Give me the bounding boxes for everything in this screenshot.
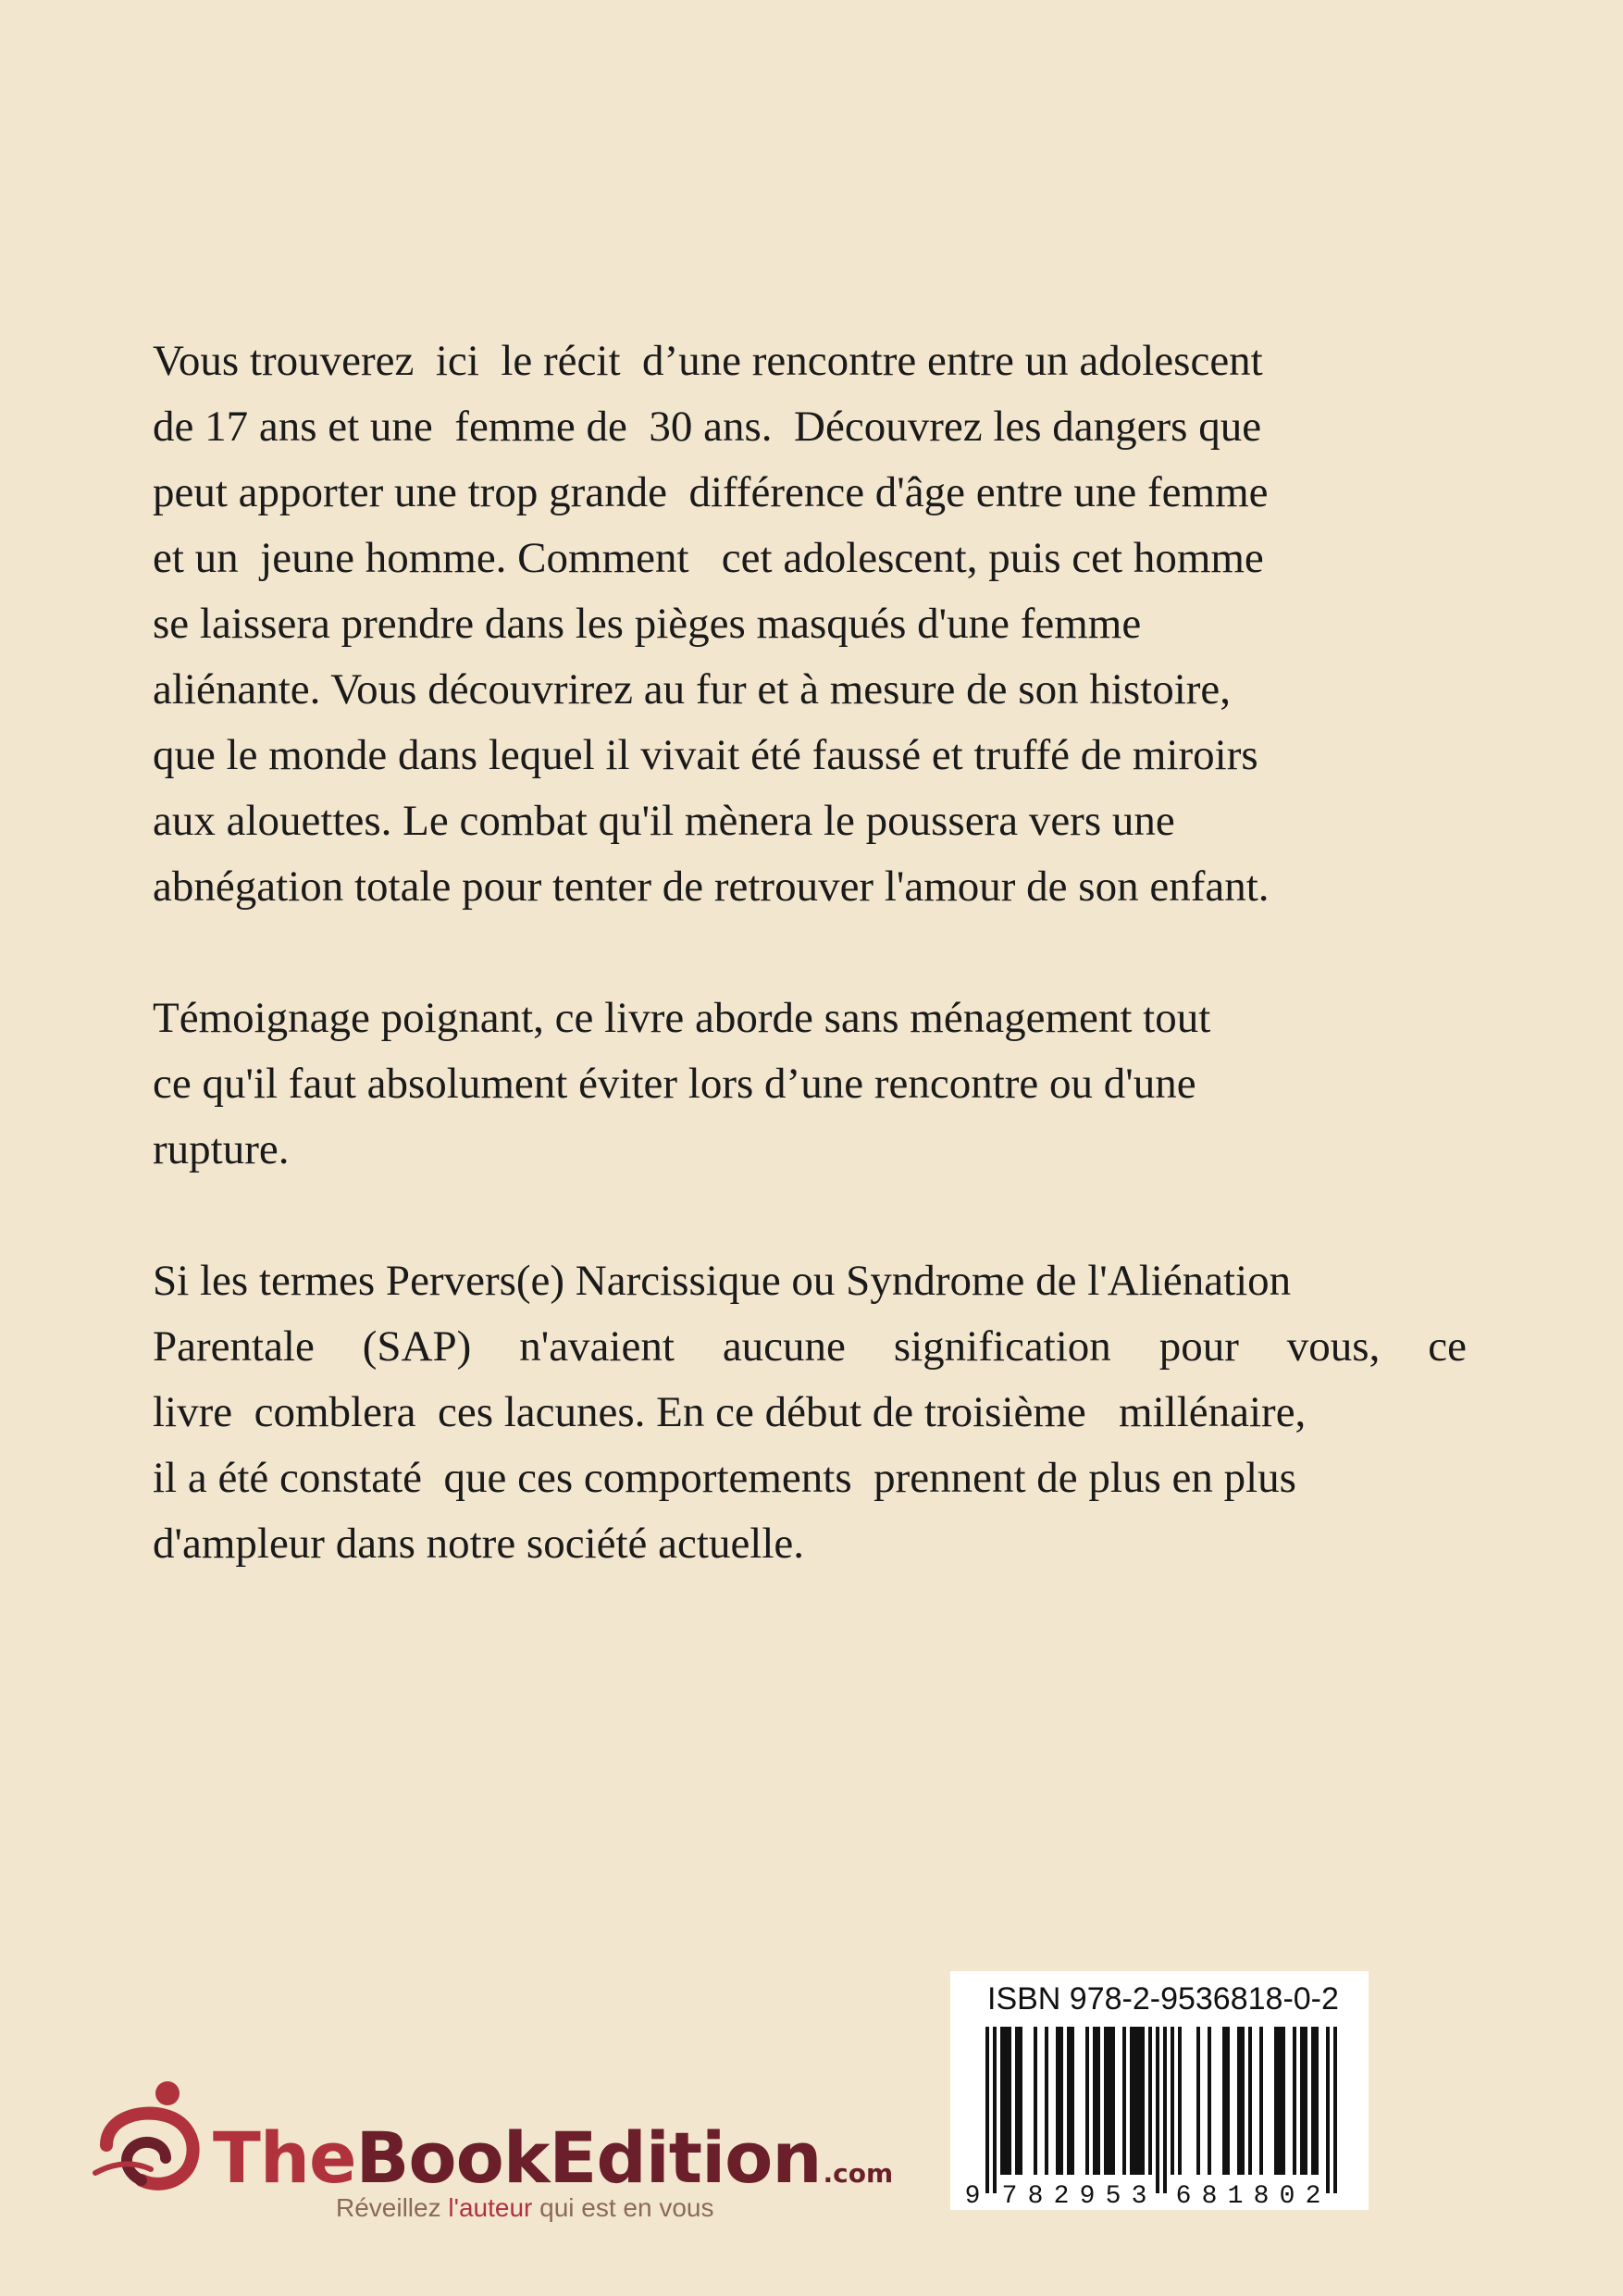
- text-line: abnégation totale pour tenter de retrouver l'amour de son enfant.: [153, 863, 1270, 911]
- text-line: Vous trouverez ici le récit d’une rencontre entre un adolescent: [153, 337, 1263, 385]
- barcode-bar: [1148, 2027, 1152, 2175]
- barcode-bar: [1293, 2027, 1296, 2175]
- isbn-label: ISBN 978-2-9536818-0-2: [987, 1981, 1339, 2017]
- text-line: livre comblera ces lacunes. En ce début de troisième millénaire,: [153, 1388, 1307, 1436]
- barcode-bar: [1034, 2027, 1037, 2175]
- tagline-end: qui est en vous: [532, 2193, 714, 2222]
- barcode-bar: [1130, 2027, 1134, 2175]
- reader-figure-icon: [88, 2073, 217, 2203]
- barcode-bar: [1248, 2027, 1252, 2175]
- barcode-bar: [1141, 2027, 1145, 2175]
- barcode-bar: [1015, 2027, 1019, 2175]
- barcode-bar: [1274, 2027, 1278, 2175]
- barcode-bar: [993, 2027, 997, 2193]
- text-line: aux alouettes. Le combat qu'il mènera le poussera vers une: [153, 797, 1175, 845]
- barcode-bar: [1000, 2027, 1004, 2175]
- text-line: ce qu'il faut absolument éviter lors d’une rencontre ou d'une: [153, 1060, 1196, 1108]
- barcode-bar: [1085, 2027, 1089, 2175]
- barcode-digit: 7: [1001, 2182, 1018, 2210]
- wordmark-edition: Edition: [549, 2116, 822, 2199]
- barcode-digit: 2: [1305, 2182, 1321, 2210]
- barcode-bar: [1019, 2027, 1022, 2175]
- isbn-barcode: [950, 1971, 1369, 2210]
- text-line: et un jeune homme. Comment cet adolescent, puis cet homme: [153, 534, 1264, 582]
- barcode-bar: [1104, 2027, 1108, 2175]
- back-cover-blurb: [153, 329, 1467, 1577]
- barcode-digit: 8: [1253, 2182, 1270, 2210]
- barcode-bar: [1071, 2027, 1074, 2175]
- barcode-digit: 5: [1105, 2182, 1121, 2210]
- barcode-bar: [1311, 2027, 1315, 2175]
- barcode-digit: 1: [1227, 2182, 1244, 2210]
- publisher-tagline: [336, 2193, 713, 2223]
- barcode-digit: 8: [1201, 2182, 1218, 2210]
- text-line: de 17 ans et une femme de 30 ans. Découvrez les dangers que: [153, 403, 1262, 451]
- barcode-bar: [1134, 2027, 1137, 2175]
- barcode-bar: [1096, 2027, 1100, 2175]
- barcode-graphic: [950, 1971, 1369, 2210]
- wordmark-com: .com: [823, 2158, 894, 2189]
- barcode-bar: [1156, 2027, 1159, 2193]
- blurb-paragraph-3: [153, 1248, 1467, 1577]
- text-line: Témoignage poignant, ce livre aborde sans ménagement tout: [153, 994, 1211, 1042]
- barcode-bar: [1137, 2027, 1141, 2175]
- barcode-bar: [1163, 2027, 1167, 2193]
- barcode-bar: [1067, 2027, 1071, 2175]
- barcode-bar: [1304, 2027, 1307, 2175]
- barcode-digit: 6: [1175, 2182, 1192, 2210]
- barcode-digit: 0: [1279, 2182, 1295, 2210]
- barcode-bar: [1004, 2027, 1008, 2175]
- text-line: rupture.: [153, 1125, 290, 1173]
- barcode-bar: [1222, 2027, 1226, 2175]
- publisher-logo: [88, 2073, 894, 2222]
- text-line: il a été constaté que ces comportements prennent de plus en plus: [153, 1454, 1296, 1502]
- barcode-bar: [1178, 2027, 1182, 2175]
- text-line: que le monde dans lequel il vivait été faussé et truffé de miroirs: [153, 731, 1258, 779]
- barcode-bar: [1333, 2027, 1337, 2193]
- barcode-bar: [1045, 2027, 1048, 2175]
- barcode-bar: [1282, 2027, 1285, 2175]
- barcode-bar: [1326, 2027, 1330, 2193]
- barcode-bar: [1056, 2027, 1059, 2175]
- barcode-bar: [1093, 2027, 1096, 2175]
- barcode-digit: 8: [1027, 2182, 1044, 2210]
- text-line: peut apporter une trop grande différence d'âge entre une femme: [153, 468, 1269, 516]
- barcode-bar: [1059, 2027, 1063, 2175]
- barcode-digit: 9: [1079, 2182, 1096, 2210]
- barcode-bar: [1259, 2027, 1263, 2175]
- wordmark-the: The: [213, 2116, 356, 2199]
- barcode-bar: [1315, 2027, 1319, 2175]
- barcode-bar: [1008, 2027, 1011, 2175]
- text-line: aliénante. Vous découvrirez au fur et à mesure de son histoire,: [153, 665, 1232, 714]
- barcode-digit: 3: [1131, 2182, 1147, 2210]
- blurb-paragraph-2: [153, 986, 1467, 1183]
- barcode-bar: [1241, 2027, 1245, 2175]
- barcode-bar: [1278, 2027, 1282, 2175]
- blurb-paragraph-1: [153, 329, 1467, 920]
- barcode-bar: [1226, 2027, 1230, 2175]
- barcode-bar: [1108, 2027, 1111, 2175]
- barcode-bar: [1111, 2027, 1115, 2175]
- text-line: d'ampleur dans notre société actuelle.: [153, 1520, 805, 1568]
- barcode-bar: [1196, 2027, 1200, 2175]
- barcode-bar: [1300, 2027, 1304, 2175]
- barcode-digit: 2: [1053, 2182, 1070, 2210]
- tagline-highlight: l'auteur: [448, 2193, 533, 2222]
- barcode-digit: 9: [964, 2182, 981, 2210]
- tagline-start: Réveillez: [336, 2193, 449, 2222]
- text-line: Si les termes Pervers(e) Narcissique ou Syndrome de l'Aliénation: [153, 1257, 1292, 1305]
- barcode-bar: [1208, 2027, 1211, 2175]
- wordmark-book: Book: [355, 2116, 550, 2199]
- text-line: Parentale (SAP) n'avaient aucune signification pour vous, ce: [153, 1322, 1467, 1371]
- barcode-bar: [1237, 2027, 1241, 2175]
- barcode-bar: [985, 2027, 989, 2193]
- barcode-bar: [1171, 2027, 1174, 2175]
- barcode-bar: [1122, 2027, 1126, 2175]
- text-line: se laissera prendre dans les pièges masqués d'une femme: [153, 600, 1142, 648]
